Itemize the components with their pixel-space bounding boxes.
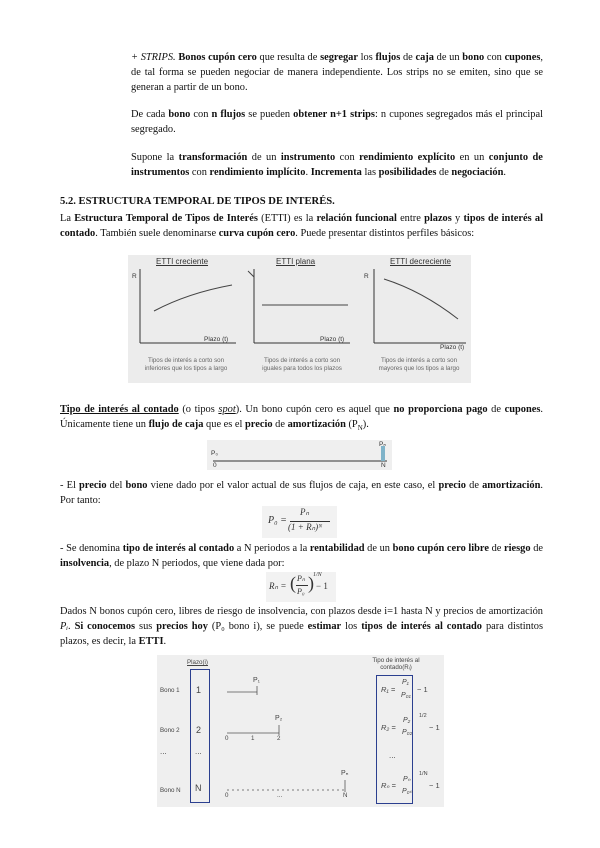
text-run: de [491, 543, 502, 554]
text-run: , de plazo N periodos, que viene dada por: [109, 558, 285, 569]
formula-precio-bono [262, 506, 337, 538]
paragraph-etti [60, 211, 543, 241]
text-run: : n cupones segregados más el principal segregado. [131, 109, 543, 135]
row2-tick-2: 2 [277, 735, 281, 742]
etti-plana-xlabel: Plazo (t) [320, 336, 345, 343]
bold-term: flujos [375, 52, 401, 63]
bold-term: precio [245, 419, 273, 430]
formula2-tail: − 1 [316, 581, 328, 591]
rowN-tick-n: N [343, 792, 348, 799]
text-run: de [491, 404, 501, 415]
rowN-tick-ellipsis: ... [277, 792, 283, 799]
rowN-formula-num: Pₙ [403, 776, 411, 783]
text-run: ). [362, 419, 369, 430]
text-run: de [275, 419, 285, 430]
formula2-fraction-bar [296, 585, 308, 586]
bold-term: plazos [424, 213, 452, 224]
row2-formula-exp: 1/2 [419, 713, 427, 719]
rowN-tick-0: 0 [225, 792, 229, 799]
bold-term: segregar [320, 52, 358, 63]
bold-term: bono [462, 52, 485, 63]
formula2-num: Pₙ [297, 574, 306, 583]
etti-creciente-curve [154, 285, 232, 311]
text-run: de un [251, 152, 277, 163]
row1-formula-den: P₀₁ [401, 692, 411, 699]
text-run: . También suele denominarse [95, 228, 217, 239]
strips-lead: + STRIPS. [131, 52, 176, 63]
row2-formula-lhs: R₂ = [381, 723, 396, 732]
bold-term: posibilidades [378, 167, 437, 178]
rowN-name: Bono N [160, 787, 181, 794]
text-run: los [345, 621, 358, 632]
text-run: del [109, 480, 123, 491]
text-run: . Puede presentar distintos perfiles básicos: [295, 228, 475, 239]
rowN-formula-tail: − 1 [429, 781, 440, 790]
paragraph-dados [60, 604, 543, 649]
text-run: que es el [206, 419, 243, 430]
formula1-num: Pₙ [300, 507, 310, 517]
text-run: que resulta de [259, 52, 318, 63]
text-run: los [360, 52, 373, 63]
etti-creciente-xlabel: Plazo (t) [204, 336, 229, 343]
bold-term: tipos de interés al contado [60, 213, 543, 239]
text-run: las [364, 167, 377, 178]
bold-term: riesgo [504, 543, 531, 554]
text-run: entre [400, 213, 421, 224]
bold-term: no proporciona pago [393, 404, 488, 415]
text-run: de un [367, 543, 390, 554]
bold-term: rentabilidad [309, 543, 365, 554]
timeline-svg [207, 440, 392, 470]
timeline-cashflow-bar [381, 446, 385, 461]
timeline-start: 0 [213, 462, 217, 469]
rowN-plazo: N [195, 783, 202, 793]
formula2-paren-close: ) [308, 573, 314, 593]
rowN-formula-den: P₀ₙ [402, 788, 413, 795]
text-run: - Se denomina [60, 543, 121, 554]
underlined-term: Tipo de interés al contado [60, 404, 179, 415]
bonos-etti-figure [157, 655, 444, 807]
plazo-ellipsis: ... [195, 747, 202, 756]
timeline-end: N [381, 462, 386, 469]
row2-price: P₂ [275, 715, 283, 722]
row1-name: Bono 1 [160, 687, 180, 694]
text-run: de [439, 167, 449, 178]
text-run: . [305, 167, 309, 178]
section-heading: 5.2. ESTRUCTURA TEMPORAL DE TIPOS DE INTERÉS. [60, 196, 335, 207]
text-run: . [163, 636, 167, 647]
bold-term: Si conocemos [74, 621, 136, 632]
header-plazo: Plazo(i) [187, 659, 208, 666]
bold-term: relación funcional [316, 213, 397, 224]
text-run: - El [60, 480, 76, 491]
bold-term: transformación [178, 152, 248, 163]
text-run: de [469, 480, 479, 491]
etti-figure [128, 255, 471, 383]
text-run: viene dado por el valor actual de sus flujos de caja, en este caso, el [150, 480, 436, 491]
etti-decreciente-xlabel: Plazo (t) [440, 344, 465, 351]
italic-term: spot [218, 404, 236, 415]
rowN-price: Pₙ [341, 770, 349, 777]
bold-term: bono cupón cero libre [392, 543, 489, 554]
text-run: con [193, 109, 209, 120]
row1-formula-lhs: R₁ = [381, 685, 396, 694]
text-run: de [402, 52, 413, 63]
bold-term: cupones [504, 404, 541, 415]
subscript: N [357, 424, 363, 433]
bold-term: negociación [451, 167, 504, 178]
etti-decreciente-caption: Tipos de interés a corto son mayores que los tipos a largo [378, 357, 460, 372]
row1-price: P₁ [253, 677, 261, 684]
bold-term: tipo de interés al contado [122, 543, 235, 554]
text-run: para distintos plazos, es decir, la [60, 621, 544, 647]
formula1-den: (1 + Rₙ)ᴺ [288, 522, 323, 532]
row2-formula-tail: − 1 [429, 723, 440, 732]
bold-term: rendimiento implícito [209, 167, 306, 178]
bold-term: bono [168, 109, 191, 120]
etti-creciente-title: ETTI creciente [156, 257, 209, 266]
bold-term: curva cupón cero [218, 228, 296, 239]
etti-plana-caption: Tipos de interés a corto son iguales para todos los plazos [262, 357, 342, 372]
etti-creciente-caption: Tipos de interés a corto son inferiores que los tipos a largo [144, 357, 228, 372]
bold-term: precio [79, 480, 107, 491]
bold-term: precio [438, 480, 466, 491]
header-tipo: Tipo de interés al contado(Rᵢ) [372, 657, 420, 671]
row1-plazo: 1 [196, 685, 202, 695]
formula-tipo-contado [266, 572, 336, 602]
row2-formula-den: P₀₂ [402, 729, 413, 736]
text-run: . [503, 167, 506, 178]
text-run: (o tipos [182, 404, 215, 415]
bold-term: insolvencia [60, 558, 110, 569]
etti-plana-tick [248, 271, 254, 277]
text-run: . Por tanto: [60, 480, 543, 506]
paragraph-spot [60, 402, 543, 436]
text-run: De cada [131, 109, 166, 120]
text-run: . Únicamente tiene un [60, 404, 543, 430]
bold-term: amortización [482, 480, 541, 491]
text-run: de un [436, 52, 460, 63]
tipo-ellipsis: ... [389, 751, 396, 760]
bold-term: bono [125, 480, 148, 491]
timeline-bono-cupon-cero [207, 440, 392, 470]
etti-decreciente-ylabel: R [364, 273, 369, 280]
bold-term: Bonos cupón cero [178, 52, 257, 63]
etti-decreciente-title: ETTI decreciente [390, 257, 451, 266]
text-run: con [486, 52, 502, 63]
bold-term: obtener n+1 strips [293, 109, 375, 120]
paragraph-tipo-contado [60, 541, 543, 571]
bold-term: conjunto de instrumentos [131, 152, 543, 178]
row2-plazo: 2 [196, 725, 202, 735]
bold-term: n flujos [211, 109, 246, 120]
row2-tick-1: 1 [251, 735, 255, 742]
text-run: a N periodos a la [236, 543, 308, 554]
bold-term: flujo de caja [148, 419, 204, 430]
etti-plana-title: ETTI plana [276, 257, 316, 266]
paragraph-precio [60, 478, 543, 508]
text-run: sus [139, 621, 153, 632]
text-run: en un [459, 152, 485, 163]
text-run: de [533, 543, 544, 554]
text-run: se pueden [248, 109, 291, 120]
bold-term: estimar [307, 621, 342, 632]
bold-term: instrumento [280, 152, 336, 163]
row2-tick-0: 0 [225, 735, 229, 742]
text-run: Dados N bonos cupón cero, libres de riesgo de insolvencia, con plazos desde i=1 hasta N y precios de amortización [60, 606, 543, 617]
bold-term: Incrementa [310, 167, 362, 178]
text-run: y [455, 213, 461, 224]
formula1-lhs: P₀ = [268, 515, 287, 526]
timeline-left-label: P₀ [211, 450, 219, 457]
text-run: con [191, 167, 207, 178]
timeline-right-label: Pₙ [379, 441, 386, 448]
formula2-lhs: Rₙ = [269, 581, 287, 591]
bold-term: caja [415, 52, 434, 63]
row2-name: Bono 2 [160, 727, 180, 734]
formula2-paren-open: ( [290, 573, 296, 593]
bold-term: precios hoy [156, 621, 208, 632]
etti-creciente-ylabel: R [132, 273, 137, 280]
text-run: con [339, 152, 355, 163]
bold-term: ETTI [138, 636, 164, 647]
text-run: ). Un bono cupón cero es aquel que [235, 404, 390, 415]
paragraph-supone [131, 150, 543, 180]
text-run: (ETTI) es la [261, 213, 314, 224]
row2-formula-num: P₂ [403, 717, 411, 724]
text-run: Supone la [131, 152, 175, 163]
text-run: La [60, 213, 71, 224]
rowN-formula-lhs: Rₙ = [381, 781, 396, 790]
row1-formula-num: P₁ [402, 679, 409, 686]
bold-term: Estructura Temporal de Tipos de Interés [74, 213, 258, 224]
bold-term: rendimiento explícito [359, 152, 456, 163]
italic-term: Pᵢ [60, 621, 68, 632]
name-ellipsis: ... [160, 747, 167, 756]
etti-decreciente-curve [384, 279, 458, 319]
bold-term: amortización [287, 419, 346, 430]
bold-term: tipos de interés al contado [361, 621, 483, 632]
text-run: (P [348, 419, 358, 430]
formula2-den: P₀ [297, 587, 305, 596]
rowN-formula-exp: 1/N [419, 771, 428, 777]
formula2-exp: 1/N [313, 572, 322, 578]
bold-term: cupones [504, 52, 541, 63]
text-run: . [68, 621, 71, 632]
row1-formula-tail: − 1 [417, 685, 428, 694]
paragraph-strips [131, 50, 543, 95]
paragraph-de-cada [131, 107, 543, 137]
text-run: (P₀ bono i), se puede [211, 621, 304, 632]
text-run: , de tal forma se pueden negociar de manera independiente. Los strips no se emiten, sino que se generan a partir de un bono. [131, 52, 543, 93]
